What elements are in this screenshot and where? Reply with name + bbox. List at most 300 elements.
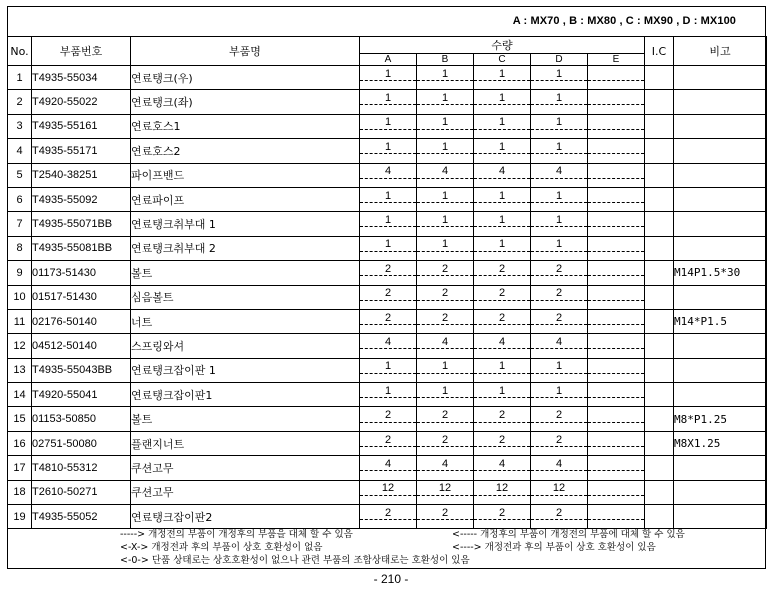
qty-cell-a: [360, 90, 417, 114]
qty-value: 1: [441, 214, 449, 227]
qty-cell-e: [588, 480, 645, 504]
qty-cell-d: [531, 309, 588, 333]
qty-dashed-line: [417, 178, 473, 179]
qty-dashed-line: [531, 324, 587, 325]
qty-cell-d: [531, 90, 588, 114]
qty-cell-e: [588, 236, 645, 260]
qty-cell-e: [588, 358, 645, 382]
qty-cell-d: [531, 407, 588, 431]
qty-value: 2: [498, 506, 506, 519]
qty-dashed-line: [531, 373, 587, 374]
qty-dashed-line: [417, 275, 473, 276]
qty-cell-c: [474, 163, 531, 187]
qty-dashed-line: [588, 104, 644, 105]
qty-value: 1: [555, 116, 563, 129]
qty-cell-e: [588, 187, 645, 211]
qty-value: 2: [441, 506, 449, 519]
qty-value: 1: [384, 214, 392, 227]
qty-dashed-line: [360, 300, 416, 301]
qty-dashed-line: [474, 373, 530, 374]
legend-item-compatible: <----> 개정전과 후의 부품이 상호 호환성이 있음: [452, 542, 656, 553]
qty-dashed-line: [360, 129, 416, 130]
qty-cell-a: [360, 261, 417, 285]
qty-value: 2: [384, 262, 392, 275]
qty-value: 1: [384, 384, 392, 397]
qty-dashed-line: [417, 446, 473, 447]
qty-cell-a: [360, 139, 417, 163]
ic-cell: [645, 90, 674, 114]
part-number: T4935-55092: [32, 187, 131, 211]
qty-dashed-line: [474, 495, 530, 496]
qty-value: 1: [498, 214, 506, 227]
qty-dashed-line: [474, 300, 530, 301]
qty-value: 1: [555, 92, 563, 105]
qty-dashed-line: [588, 397, 644, 398]
table-row: [8, 66, 767, 90]
header-col-e: E: [588, 54, 645, 66]
qty-cell-e: [588, 309, 645, 333]
part-name: 연료탱크(우): [131, 66, 360, 90]
qty-cell-e: [588, 334, 645, 358]
page-number: - 210 -: [373, 572, 409, 586]
qty-dashed-line: [531, 104, 587, 105]
table-row: [8, 309, 767, 333]
table-row: [8, 187, 767, 211]
qty-value: 4: [498, 457, 506, 470]
qty-dashed-line: [417, 397, 473, 398]
qty-dashed-line: [531, 300, 587, 301]
part-number: 01173-51430: [32, 261, 131, 285]
qty-value: 2: [498, 311, 506, 324]
qty-cell-d: [531, 114, 588, 138]
qty-value: 2: [498, 409, 506, 422]
remarks-cell: [674, 139, 767, 163]
header-col-a: A: [360, 54, 417, 66]
remarks-cell: [674, 187, 767, 211]
part-name: 볼트: [131, 261, 360, 285]
qty-dashed-line: [360, 104, 416, 105]
qty-cell-c: [474, 383, 531, 407]
part-number: 04512-50140: [32, 334, 131, 358]
qty-value: 1: [441, 116, 449, 129]
qty-cell-b: [417, 236, 474, 260]
ic-cell: [645, 431, 674, 455]
qty-dashed-line: [360, 178, 416, 179]
qty-dashed-line: [360, 422, 416, 423]
qty-value: 2: [441, 311, 449, 324]
qty-cell-b: [417, 187, 474, 211]
qty-dashed-line: [417, 226, 473, 227]
qty-cell-b: [417, 309, 474, 333]
row-number: 10: [8, 285, 32, 309]
compatibility-legend: [120, 528, 685, 567]
qty-cell-b: [417, 358, 474, 382]
qty-dashed-line: [588, 422, 644, 423]
qty-cell-c: [474, 407, 531, 431]
qty-dashed-line: [531, 178, 587, 179]
part-name: 연료탱크잡이판2: [131, 505, 360, 529]
qty-dashed-line: [531, 251, 587, 252]
qty-value: 1: [555, 360, 563, 373]
qty-value: 1: [498, 360, 506, 373]
part-name: 스프링와셔: [131, 334, 360, 358]
part-number: T4935-55043BB: [32, 358, 131, 382]
qty-cell-c: [474, 456, 531, 480]
remarks-cell: [674, 212, 767, 236]
qty-dashed-line: [531, 348, 587, 349]
qty-cell-e: [588, 163, 645, 187]
qty-cell-d: [531, 212, 588, 236]
qty-cell-e: [588, 431, 645, 455]
qty-cell-a: [360, 66, 417, 90]
qty-value: 1: [498, 67, 506, 80]
qty-value: 1: [498, 92, 506, 105]
qty-value: 1: [441, 67, 449, 80]
table-row: [8, 456, 767, 480]
qty-value: 2: [384, 311, 392, 324]
part-number: 02176-50140: [32, 309, 131, 333]
qty-cell-a: [360, 358, 417, 382]
part-number: T4935-55071BB: [32, 212, 131, 236]
qty-dashed-line: [474, 129, 530, 130]
remarks-cell: [674, 456, 767, 480]
table-row: [8, 407, 767, 431]
part-number: 01153-50850: [32, 407, 131, 431]
qty-dashed-line: [474, 202, 530, 203]
qty-dashed-line: [588, 178, 644, 179]
qty-value: 1: [555, 67, 563, 80]
header-ic: I.C: [645, 37, 674, 66]
row-number: 15: [8, 407, 32, 431]
table-row: [8, 212, 767, 236]
qty-dashed-line: [417, 470, 473, 471]
part-name: 연료호스1: [131, 114, 360, 138]
qty-cell-a: [360, 163, 417, 187]
row-number: 16: [8, 431, 32, 455]
qty-cell-e: [588, 66, 645, 90]
qty-value: 4: [384, 335, 392, 348]
legend-line-2: [120, 541, 656, 554]
remarks-cell: [674, 163, 767, 187]
qty-cell-c: [474, 114, 531, 138]
qty-cell-e: [588, 90, 645, 114]
header-col-c: C: [474, 54, 531, 66]
qty-value: 2: [441, 433, 449, 446]
qty-value: 12: [552, 482, 566, 495]
qty-cell-a: [360, 114, 417, 138]
qty-value: 4: [441, 457, 449, 470]
part-number: 02751-50080: [32, 431, 131, 455]
qty-value: 1: [498, 116, 506, 129]
qty-value: 2: [384, 433, 392, 446]
qty-dashed-line: [474, 104, 530, 105]
qty-cell-d: [531, 139, 588, 163]
part-name: 연료탱크잡이판1: [131, 383, 360, 407]
part-name: 쿠션고무: [131, 456, 360, 480]
qty-value: 2: [441, 409, 449, 422]
qty-cell-e: [588, 212, 645, 236]
qty-dashed-line: [588, 300, 644, 301]
header-part-name: 부품명: [131, 37, 360, 66]
row-number: 12: [8, 334, 32, 358]
parts-table: [7, 36, 767, 529]
qty-cell-d: [531, 285, 588, 309]
qty-value: 4: [555, 457, 563, 470]
qty-value: 2: [555, 262, 563, 275]
qty-dashed-line: [474, 397, 530, 398]
qty-dashed-line: [474, 275, 530, 276]
ic-cell: [645, 358, 674, 382]
qty-dashed-line: [417, 202, 473, 203]
qty-cell-d: [531, 261, 588, 285]
ic-cell: [645, 505, 674, 529]
qty-dashed-line: [531, 470, 587, 471]
qty-value: 1: [384, 140, 392, 153]
ic-cell: [645, 212, 674, 236]
qty-cell-b: [417, 66, 474, 90]
qty-dashed-line: [531, 129, 587, 130]
qty-dashed-line: [417, 422, 473, 423]
qty-cell-a: [360, 309, 417, 333]
qty-dashed-line: [360, 495, 416, 496]
qty-dashed-line: [474, 178, 530, 179]
qty-cell-b: [417, 163, 474, 187]
qty-value: 2: [498, 287, 506, 300]
qty-value: 4: [555, 335, 563, 348]
ic-cell: [645, 114, 674, 138]
qty-dashed-line: [588, 275, 644, 276]
qty-value: 1: [555, 140, 563, 153]
remarks-cell: [674, 334, 767, 358]
qty-value: 2: [498, 262, 506, 275]
qty-value: 1: [384, 67, 392, 80]
qty-dashed-line: [360, 348, 416, 349]
qty-value: 1: [498, 140, 506, 153]
qty-dashed-line: [417, 80, 473, 81]
qty-cell-b: [417, 90, 474, 114]
row-number: 4: [8, 139, 32, 163]
qty-dashed-line: [588, 446, 644, 447]
qty-cell-e: [588, 383, 645, 407]
qty-cell-c: [474, 66, 531, 90]
qty-value: 2: [441, 287, 449, 300]
remarks-cell: M14*P1.5: [674, 309, 767, 333]
qty-value: 1: [555, 384, 563, 397]
qty-dashed-line: [474, 348, 530, 349]
qty-cell-c: [474, 261, 531, 285]
qty-value: 2: [498, 433, 506, 446]
qty-value: 12: [438, 482, 452, 495]
part-number: T2610-50271: [32, 480, 131, 504]
parts-body: [8, 66, 767, 529]
header-no: No.: [8, 37, 32, 66]
qty-cell-a: [360, 431, 417, 455]
qty-dashed-line: [588, 324, 644, 325]
qty-dashed-line: [360, 470, 416, 471]
qty-value: 1: [555, 214, 563, 227]
qty-cell-d: [531, 480, 588, 504]
part-number: T2540-38251: [32, 163, 131, 187]
legend-item-forward: -----> 개정전의 부품이 개정후의 부품을 대체 할 수 있음: [120, 529, 353, 540]
qty-cell-b: [417, 334, 474, 358]
qty-cell-a: [360, 456, 417, 480]
part-number: T4920-55022: [32, 90, 131, 114]
qty-value: 1: [384, 189, 392, 202]
qty-value: 2: [555, 409, 563, 422]
qty-cell-c: [474, 505, 531, 529]
part-name: 연료파이프: [131, 187, 360, 211]
qty-dashed-line: [474, 153, 530, 154]
row-number: 3: [8, 114, 32, 138]
qty-cell-b: [417, 261, 474, 285]
qty-value: 12: [495, 482, 509, 495]
qty-cell-e: [588, 285, 645, 309]
qty-cell-b: [417, 505, 474, 529]
qty-cell-e: [588, 456, 645, 480]
remarks-cell: [674, 480, 767, 504]
qty-dashed-line: [360, 80, 416, 81]
qty-dashed-line: [417, 129, 473, 130]
row-number: 6: [8, 187, 32, 211]
qty-dashed-line: [531, 226, 587, 227]
part-name: 연료호스2: [131, 139, 360, 163]
qty-dashed-line: [417, 495, 473, 496]
qty-cell-d: [531, 358, 588, 382]
qty-value: 4: [555, 165, 563, 178]
part-number: T4935-55052: [32, 505, 131, 529]
ic-cell: [645, 309, 674, 333]
qty-dashed-line: [417, 373, 473, 374]
qty-cell-e: [588, 261, 645, 285]
part-number: 01517-51430: [32, 285, 131, 309]
remarks-cell: [674, 285, 767, 309]
qty-dashed-line: [474, 446, 530, 447]
qty-dashed-line: [588, 80, 644, 81]
qty-value: 1: [498, 189, 506, 202]
qty-dashed-line: [531, 275, 587, 276]
ic-cell: [645, 480, 674, 504]
qty-dashed-line: [531, 80, 587, 81]
qty-value: 2: [555, 506, 563, 519]
remarks-cell: [674, 236, 767, 260]
qty-dashed-line: [360, 251, 416, 252]
header-col-d: D: [531, 54, 588, 66]
ic-cell: [645, 407, 674, 431]
table-row: [8, 114, 767, 138]
row-number: 1: [8, 66, 32, 90]
qty-dashed-line: [360, 275, 416, 276]
row-number: 8: [8, 236, 32, 260]
qty-dashed-line: [531, 519, 587, 520]
qty-cell-e: [588, 139, 645, 163]
table-row: [8, 236, 767, 260]
qty-dashed-line: [588, 153, 644, 154]
table-row: [8, 431, 767, 455]
row-number: 14: [8, 383, 32, 407]
qty-cell-b: [417, 431, 474, 455]
qty-value: 2: [384, 287, 392, 300]
qty-dashed-line: [417, 104, 473, 105]
qty-dashed-line: [474, 80, 530, 81]
header-col-b: B: [417, 54, 474, 66]
qty-value: 1: [441, 360, 449, 373]
qty-dashed-line: [360, 226, 416, 227]
row-number: 9: [8, 261, 32, 285]
qty-value: 1: [498, 384, 506, 397]
qty-dashed-line: [417, 324, 473, 325]
qty-dashed-line: [588, 373, 644, 374]
qty-cell-e: [588, 505, 645, 529]
legend-item-backward: <----- 개정후의 부품이 개정전의 부품에 대체 할 수 있음: [452, 529, 685, 540]
qty-cell-a: [360, 383, 417, 407]
header-remarks: 비고: [674, 37, 767, 66]
qty-dashed-line: [588, 470, 644, 471]
part-name: 쿠션고무: [131, 480, 360, 504]
remarks-cell: [674, 90, 767, 114]
table-row: [8, 480, 767, 504]
ic-cell: [645, 187, 674, 211]
part-name: 볼트: [131, 407, 360, 431]
qty-dashed-line: [531, 397, 587, 398]
row-number: 17: [8, 456, 32, 480]
qty-cell-c: [474, 334, 531, 358]
qty-dashed-line: [474, 470, 530, 471]
qty-cell-c: [474, 480, 531, 504]
table-row: [8, 261, 767, 285]
qty-dashed-line: [531, 422, 587, 423]
qty-value: 1: [555, 238, 563, 251]
qty-value: 2: [384, 506, 392, 519]
table-row: [8, 90, 767, 114]
part-name: 너트: [131, 309, 360, 333]
table-row: [8, 285, 767, 309]
qty-cell-d: [531, 66, 588, 90]
qty-dashed-line: [360, 324, 416, 325]
qty-cell-c: [474, 212, 531, 236]
ic-cell: [645, 285, 674, 309]
qty-cell-a: [360, 407, 417, 431]
qty-value: 1: [384, 116, 392, 129]
table-header-row: [8, 37, 767, 54]
remarks-cell: M8*P1.25: [674, 407, 767, 431]
part-number: T4935-55034: [32, 66, 131, 90]
remarks-cell: [674, 383, 767, 407]
qty-cell-e: [588, 407, 645, 431]
qty-cell-b: [417, 114, 474, 138]
qty-cell-b: [417, 407, 474, 431]
qty-cell-d: [531, 334, 588, 358]
qty-dashed-line: [474, 226, 530, 227]
remarks-cell: [674, 505, 767, 529]
qty-value: 12: [381, 482, 395, 495]
part-name: 플랜지너트: [131, 431, 360, 455]
table-row: [8, 139, 767, 163]
part-name: 연료탱크잡이판 1: [131, 358, 360, 382]
legend-item-not-compatible: <-X-> 개정전과 후의 부품이 상호 호환성이 없음: [120, 542, 323, 553]
table-row: [8, 505, 767, 529]
legend-line-1: [120, 528, 685, 541]
part-number: T4935-55081BB: [32, 236, 131, 260]
qty-dashed-line: [360, 446, 416, 447]
legend-item-combination: <-0-> 단품 상태로는 상호호환성이 없으나 관련 부품의 조합상태로는 호환성이 있음: [120, 555, 470, 566]
qty-value: 1: [441, 140, 449, 153]
qty-cell-c: [474, 90, 531, 114]
qty-value: 1: [498, 238, 506, 251]
qty-cell-c: [474, 358, 531, 382]
row-number: 5: [8, 163, 32, 187]
part-number: T4935-55171: [32, 139, 131, 163]
qty-value: 4: [498, 335, 506, 348]
